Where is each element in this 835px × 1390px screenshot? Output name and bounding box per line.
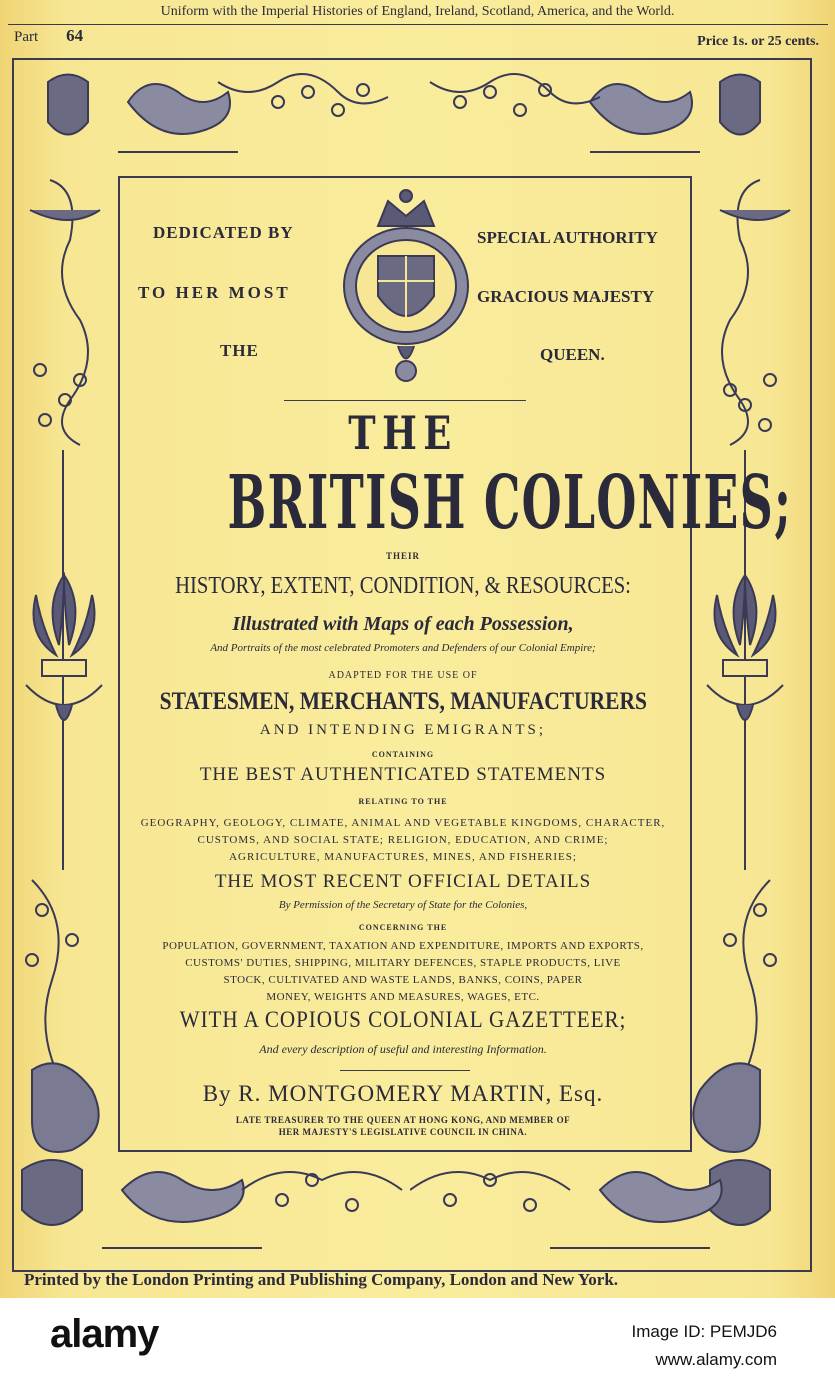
divider-rule (284, 400, 526, 401)
population-line-2: CUSTOMS' DUTIES, SHIPPING, MILITARY DEFENCES, STAPLE PRODUCTS, LIVE (185, 957, 621, 969)
price-text: Price 1s. or 25 cents. (697, 34, 819, 49)
top-left-heraldry-icon (18, 62, 398, 172)
subtitle-history: HISTORY, EXTENT, CONDITION, & RESOURCES: (175, 573, 631, 599)
concerning-line: CONCERNING THE (358, 923, 448, 932)
author-title-line-1: LATE TREASURER TO THE QUEEN AT HONG KONG, AND MEMBER OF (235, 1115, 571, 1125)
permission-line: By Permission of the Secretary of State for the Colonies, (278, 899, 528, 911)
dedication-right-1: SPECIAL AUTHORITY (477, 228, 658, 247)
dedication-left-1: DEDICATED BY (153, 223, 294, 242)
uniform-line: Uniform with the Imperial Histories of England, Ireland, Scotland, America, and the World. (160, 4, 675, 19)
top-rule (8, 24, 828, 25)
dedication-left-2: TO HER MOST (138, 283, 291, 302)
author-title-block (120, 1114, 686, 1138)
emigrants-line: AND INTENDING EMIGRANTS; (259, 722, 547, 738)
left-upper-vine-icon (20, 170, 115, 450)
royal-coat-of-arms-icon (338, 186, 474, 386)
adapted-line: ADAPTED FOR THE USE OF (328, 670, 478, 681)
relating-line: RELATING TO THE (358, 797, 448, 806)
top-right-heraldry-icon (420, 62, 800, 172)
recent-details-line: THE MOST RECENT OFFICIAL DETAILS (214, 871, 592, 892)
alamy-logo: alamy (50, 1312, 159, 1356)
author-title-line-2: HER MAJESTY'S LEGISLATIVE COUNCIL IN CHINA. (278, 1127, 528, 1137)
geography-line-1: GEOGRAPHY, GEOLOGY, CLIMATE, ANIMAL AND VEGETABLE KINGDOMS, CHARACTER, (140, 817, 666, 829)
geography-line-2: CUSTOMS, AND SOCIAL STATE; RELIGION, EDUCATION, AND CRIME; (197, 834, 609, 846)
population-line-1: POPULATION, GOVERNMENT, TAXATION AND EXPENDITURE, IMPORTS AND EXPORTS, (162, 940, 644, 952)
geography-line-3: AGRICULTURE, MANUFACTURES, MINES, AND FISHERIES; (229, 851, 577, 863)
right-prince-feathers-icon (697, 565, 793, 755)
author-divider-rule (340, 1070, 470, 1071)
illustrated-line: Illustrated with Maps of each Possession, (232, 613, 574, 635)
printer-line: Printed by the London Printing and Publishing Company, London and New York. (24, 1270, 619, 1289)
portraits-line: And Portraits of the most celebrated Promoters and Defenders of our Colonial Empire; (210, 642, 596, 654)
part-label (14, 26, 83, 46)
part-text: Part (14, 29, 39, 45)
gazetteer-line: WITH A COPIOUS COLONIAL GAZETTEER; (179, 1007, 627, 1032)
their-label: THEIR (385, 551, 420, 561)
part-number: 64 (66, 26, 84, 45)
dedication-right-2: GRACIOUS MAJESTY (477, 287, 655, 306)
site-url: www.alamy.com (655, 1350, 777, 1369)
author-line: By R. MONTGOMERY MARTIN, Esq. (202, 1081, 604, 1106)
best-statements-line: THE BEST AUTHENTICATED STATEMENTS (199, 764, 607, 785)
image-id-label: Image ID: PEMJD6 (631, 1322, 777, 1341)
right-upper-vine-icon (700, 170, 800, 450)
title-the: THE (348, 406, 458, 460)
population-line-3: STOCK, CULTIVATED AND WASTE LANDS, BANKS, COINS, PAPER (223, 974, 583, 986)
dedication-right-3: QUEEN. (540, 345, 605, 364)
statesmen-line: STATESMEN, MERCHANTS, MANUFACTURERS (159, 688, 647, 715)
left-prince-feathers-icon (16, 565, 112, 755)
geography-block (120, 815, 686, 866)
dedication-left-3: THE (220, 341, 259, 360)
every-description-line: And every description of useful and interesting Information. (259, 1042, 547, 1056)
population-line-4: MONEY, WEIGHTS AND MEASURES, WAGES, ETC. (266, 991, 540, 1003)
title-british-colonies: BRITISH COLONIES; (227, 460, 793, 546)
population-block (120, 938, 686, 1006)
containing-line: CONTAINING (371, 750, 435, 759)
